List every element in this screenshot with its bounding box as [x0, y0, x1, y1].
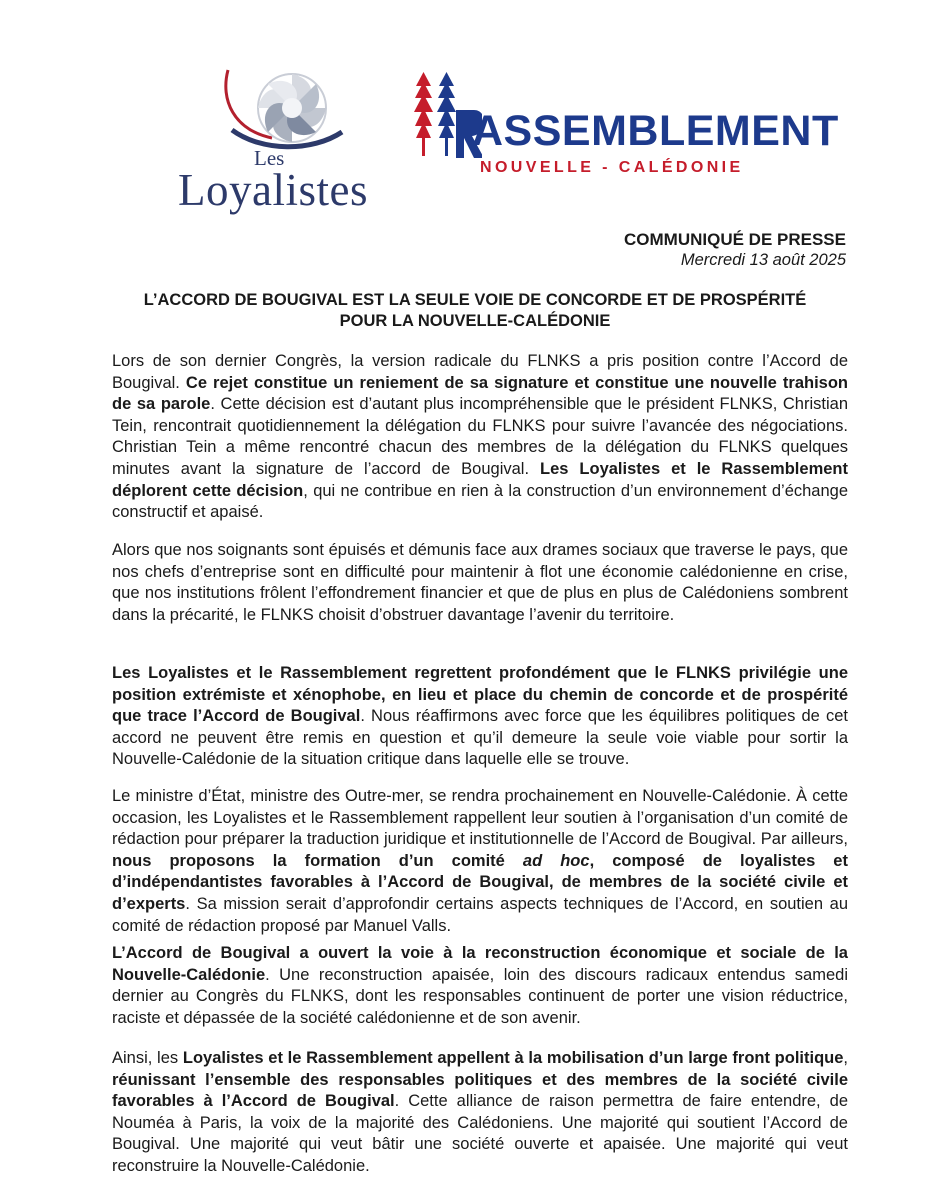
p6-bold-2: réunissant l’ensemble des responsables politiques et des membres de la société civile favorables à l’Accord de Bougival — [112, 1070, 848, 1111]
rassemblement-logo — [412, 68, 839, 188]
p3-text-1: . Nous réaffirmons avec force que les équilibres politiques de cet accord ne peuvent être remis en question et qu’il demeure la seule voie viable pour sortir la Nouvelle-Calédonie de la situation critique dans laquelle elle se trouve. — [112, 707, 849, 769]
p1-text-2: . Cette décision est d’autant plus incompréhensible que le président FLNKS, Christian Tein, rencontrait quotidiennement la délégation du FLNKS pour suivre l’avancée des négociations. Christian Tein a même rencontré chacun des membres de la délégation du FLNKS quelques minutes avant la signature de l’accord de Bougival. — [112, 395, 848, 478]
p5-text-1: . Une reconstruction apaisée, loin des discours radicaux entendus samedi dernier au Congrès du FLNKS, dont les responsables continuent de porter une vision réductrice, raciste et dépassée de la société calédonienne et de son avenir. — [112, 965, 848, 1027]
main-title-line2: POUR LA NOUVELLE-CALÉDONIE — [339, 312, 611, 330]
p5-bold-1: L’Accord de Bougival a ouvert la voie à la reconstruction économique et sociale de la Nouvelle-Calédonie — [112, 944, 848, 984]
p4-text-1: Le ministre d’État, ministre des Outre-mer, se rendra prochainement en Nouvelle-Calédonie. À cette occasion, les Loyalistes et le Rassemblement rappellent leur soutien à l’organisation d’un comité de rédaction pour préparer la traduction juridique et institutionnelle de l’Accord de Bougival. Par ailleurs, — [112, 787, 848, 849]
loyalistes-logo-line1: Les — [254, 146, 285, 170]
paragraph-4 — [112, 786, 848, 937]
loyalistes-logo — [172, 60, 392, 215]
main-title — [100, 290, 850, 332]
p1-bold-2: Les Loyalistes et le Rassemblement déplorent cette décision — [112, 459, 848, 500]
p1-text-3: , qui ne contribue en rien à la construction d’un environnement d’échange constructif et apaisé. — [112, 481, 849, 522]
p6-bold-1: Loyalistes et le Rassemblement appellent à la mobilisation d’un large front politique — [182, 1049, 844, 1067]
p1-bold-1: Ce rejet constitue un reniement de sa signature et constitue une nouvelle trahison de sa parole — [112, 373, 848, 414]
paragraph-6 — [112, 1048, 848, 1178]
press-header — [624, 230, 846, 270]
press-release-date: Mercredi 13 août 2025 — [680, 251, 846, 269]
loyalistes-swirl-emblem — [172, 60, 392, 155]
p3-bold-1: Les Loyalistes et le Rassemblement regrettent profondément que le FLNKS privilégie une position extrémiste et xénophobe, en lieu et place du chemin de concorde et de prospérité que trace l’Accord de Bougival — [112, 664, 848, 726]
p1-text-1: Lors de son dernier Congrès, la version radicale du FLNKS a pris position contre l’Accord de Bougival. — [112, 352, 848, 392]
rassemblement-logo-word: ASSEMBLEMENT — [472, 107, 839, 155]
paragraph-2 — [112, 540, 848, 626]
rassemblement-logo-subtitle: NOUVELLE - CALÉDONIE — [480, 159, 744, 176]
p6-text-2: , — [843, 1049, 849, 1067]
press-release-label: COMMUNIQUÉ DE PRESSE — [624, 230, 846, 249]
p4-bold-1: nous proposons la formation d’un comité — [112, 851, 523, 870]
p6-text-3: . Cette alliance de raison permettra de faire entendre, de Nouméa à Paris, la voix de la majorité des Calédoniens. Une majorité qui soutient l’Accord de Bougival. Une majorité qui veut bâtir une société ouverte et apaisée. Une majorité qui veut reconstruire la Nouvelle-Calédonie. — [112, 1092, 848, 1175]
p4-bold-italic-1: ad hoc — [522, 851, 590, 870]
paragraph-1 — [112, 351, 848, 524]
p4-bold-2: , composé de loyalistes et d’indépendantistes favorables à l’Accord de Bougival, de membres de la société civile et d’experts — [112, 851, 848, 913]
p6-text-1: Ainsi, les — [112, 1049, 183, 1067]
p2-text-1: Alors que nos soignants sont épuisés et démunis face aux drames sociaux que traverse le pays, que nos chefs d’entreprise sont en difficulté pour maintenir à flot une économie calédonienne en crise, que nos institutions frôlent l’effondrement financier et que de plus en plus de Calédoniens sombrent dans la précarité, le FLNKS choisit d’obstruer davantage l’avenir du territoire. — [112, 541, 848, 624]
paragraph-3 — [112, 663, 848, 771]
loyalistes-logo-line2: Loyalistes — [178, 165, 368, 215]
paragraph-5 — [112, 943, 848, 1029]
main-title-line1: L’ACCORD DE BOUGIVAL EST LA SEULE VOIE DE CONCORDE ET DE PROSPÉRITÉ — [143, 291, 807, 309]
p4-text-2: . Sa mission serait d’approfondir certains aspects techniques de l’Accord, en soutien au comité de rédaction proposé par Manuel Valls. — [112, 894, 848, 935]
